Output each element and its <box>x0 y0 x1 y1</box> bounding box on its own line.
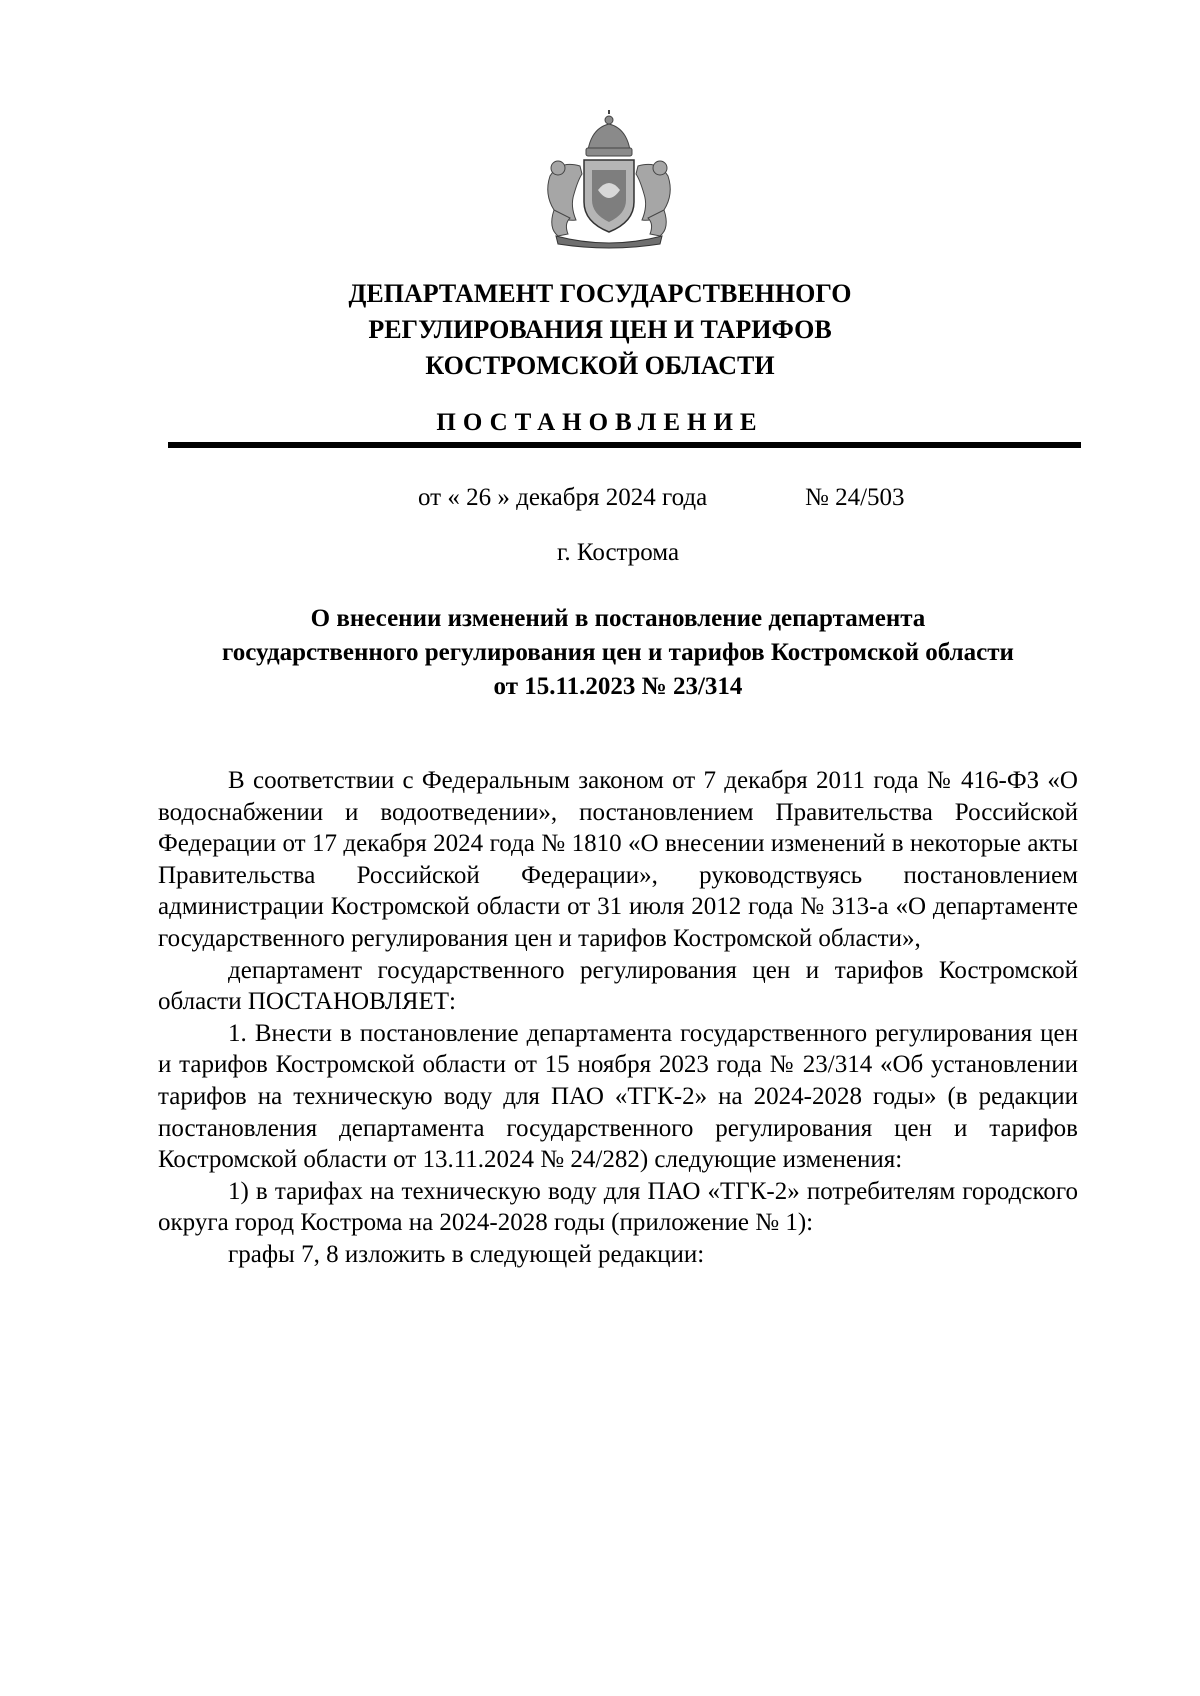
department-line-3: КОСТРОМСКОЙ ОБЛАСТИ <box>425 351 775 380</box>
body-paragraph: В соответствии с Федеральным законом от 7 декабря 2011 года № 416-ФЗ «О водоснабжении и водоотведении», постановлением Правительства Российской Федерации от 17 декабря 2024 года № 1810 «О внесении изменений в некоторые акты Правительства Российской Федерации», руководствуясь постановлением администрации Костромской области от 31 июля 2012 года № 313-а «О департаменте государственного регулирования цен и тарифов Костромской области», <box>158 767 1078 952</box>
body-paragraph: департамент государственного регулирования цен и тарифов Костромской области ПОСТАНОВЛЯЕТ: <box>158 956 1078 1016</box>
document-body <box>158 765 1078 1271</box>
body-paragraph: 1. Внести в постановление департамента государственного регулирования цен и тарифов Костромской области от 15 ноября 2023 года № 23/314 «Об установлении тарифов на техническую воду для ПАО «ТГК-2» на 2024-2028 годы» (в редакции постановления департамента государственного регулирования цен и тарифов Костромской области от 13.11.2024 № 24/282) следующие изменения: <box>158 1019 1078 1174</box>
department-line-1: ДЕПАРТАМЕНТ ГОСУДАРСТВЕННОГО <box>348 279 852 308</box>
document-city: г. Кострома <box>556 539 680 566</box>
body-paragraph: 1) в тарифах на техническую воду для ПАО «ТГК-2» потребителям городского округа город Кострома на 2024-2028 годы (приложение № 1): <box>158 1177 1078 1237</box>
subject-line-2: государственного регулирования цен и тарифов Костромской области <box>222 639 1014 666</box>
document-subject <box>150 602 1086 704</box>
document-number: № 24/503 <box>805 484 905 511</box>
subject-line-1: О внесении изменений в постановление департамента <box>310 605 926 632</box>
body-paragraph: графы 7, 8 изложить в следующей редакции: <box>228 1240 705 1268</box>
document-type-title: ПОСТАНОВЛЕНИЕ <box>436 409 764 436</box>
department-name <box>150 276 1050 384</box>
header-divider <box>168 442 1081 448</box>
document-date: от « 26 » декабря 2024 года <box>418 484 708 511</box>
subject-line-3: от 15.11.2023 № 23/314 <box>493 673 743 700</box>
department-line-2: РЕГУЛИРОВАНИЯ ЦЕН И ТАРИФОВ <box>368 315 832 344</box>
coat-of-arms-icon <box>536 110 682 250</box>
